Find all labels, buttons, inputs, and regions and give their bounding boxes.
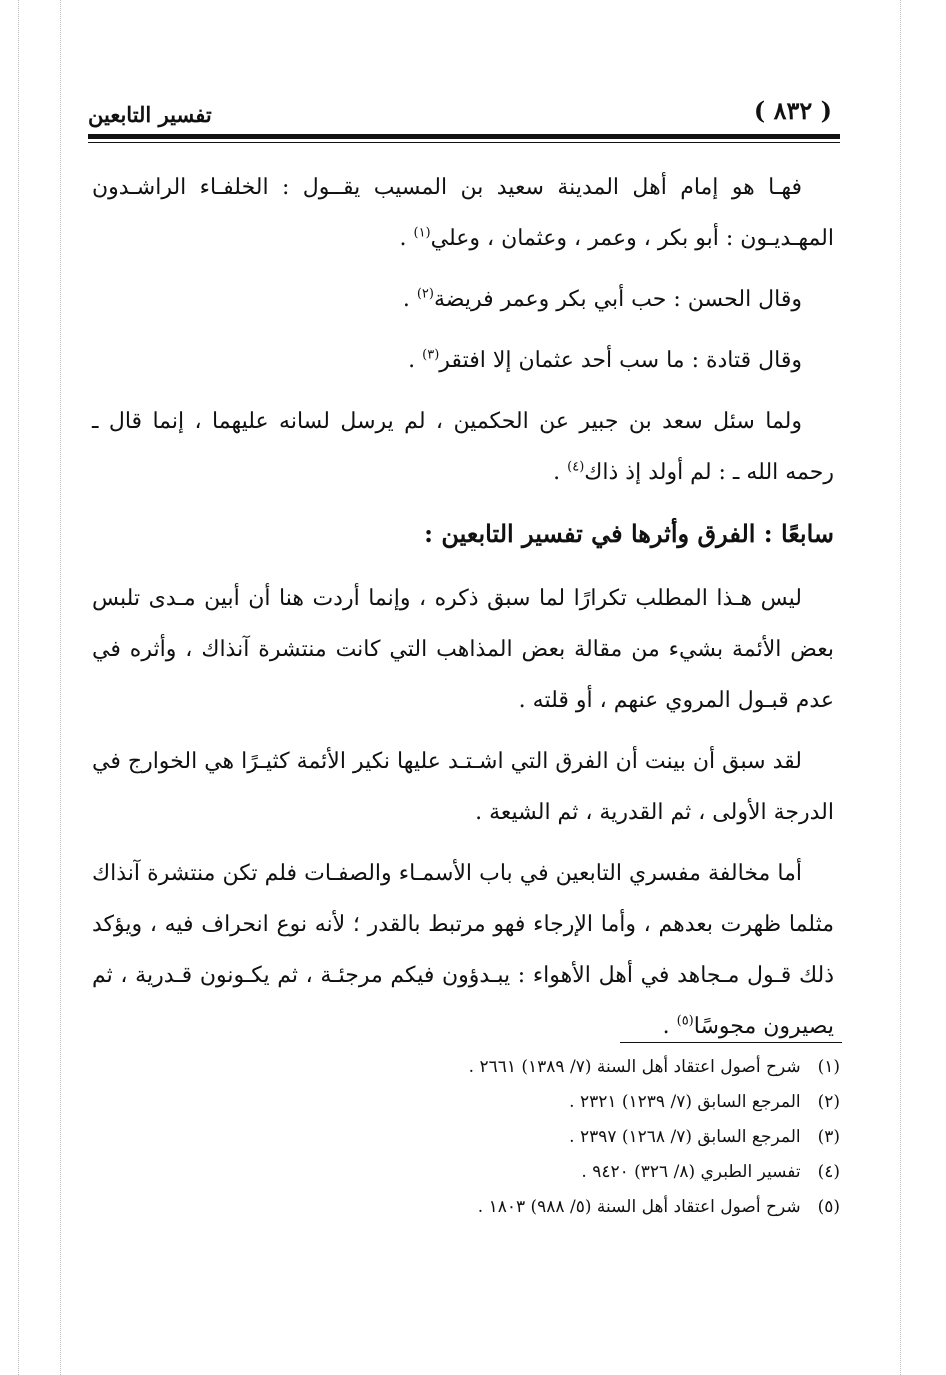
page-header: [88, 96, 836, 132]
footnote: (٥) شرح أصول اعتقاد أهل السنة (٥/ ٩٨٨) ١٨٠٣ .: [260, 1190, 840, 1225]
paragraph: أما مخالفة مفسري التابعين في باب الأسمـاء والصفـات فلم تكن منتشرة آنذاك مثلما ظهرت بعدهم ، وأما الإرجاء فهو مرتبط بالقدر ؛ لأنه نوع انحراف فيه ، ويؤكد ذلك قـول مـجاهد في أهل الأهواء : يبـدؤون فيكم مرجئـة ، ثم يكـونون قـدرية ، ثم يصيرون مجوسًا$^{(٥)}$ .: [92, 861, 834, 1039]
header-rule-thin: [88, 142, 840, 143]
footnote-number: (٢): [817, 1092, 840, 1112]
paragraph: ولما سئل سعد بن جبير عن الحكمين ، لم يرسل لسانه عليهما ، إنما قال ـ رحمه الله ـ : لم أولد إذ ذاك$^{(٤)}$ .: [92, 409, 834, 485]
paragraph: فهـا هو إمام أهل المدينة سعيد بن المسيب يقــول : الخلفـاء الراشـدون المهـديـون : أبو بكر ، وعمر ، وعثمان ، وعلي$^{(١)}$ .: [92, 175, 834, 251]
footnote-ref: (٤): [567, 459, 585, 475]
paragraph: ليس هـذا المطلب تكرارًا لما سبق ذكره ، وإنما أردت هنا أن أبين مـدى تلبس بعض الأئمة بشيء من مقالة بعض المذاهب التي كانت منتشرة آنذاك ، وأثره في عدم قبـول المروي عنهم ، أو قلته .: [92, 586, 834, 713]
scan-edge-left-inner: [60, 0, 61, 1375]
scan-edge-right: [900, 0, 901, 1375]
paragraph: وقال قتادة : ما سب أحد عثمان إلا افتقر$^{(٣)}$ .: [408, 347, 802, 373]
section-heading: سابعًا : الفرق وأثرها في تفسير التابعين :: [424, 519, 834, 548]
footnote-ref: (٣): [422, 347, 440, 363]
footnote-number: (١): [817, 1057, 840, 1077]
header-rule-thick: [88, 134, 840, 139]
page-number: ( ٨٣٢ ): [753, 96, 832, 125]
paragraph: لقد سبق أن بينت أن الفرق التي اشـتـد عليها نكير الأئمة كثيـرًا هي الخوارج في الدرجة الأولى ، ثم القدرية ، ثم الشيعة .: [92, 749, 834, 825]
footnote-ref: (٢): [416, 286, 434, 302]
footnote-number: (٤): [817, 1162, 840, 1182]
footnote: (١) شرح أصول اعتقاد أهل السنة (٧/ ١٣٨٩) ٢٦٦١ .: [260, 1050, 840, 1085]
body-text: [92, 162, 834, 1062]
footnote-ref: (٥): [676, 1013, 694, 1029]
footnote-number: (٥): [817, 1197, 840, 1217]
footnote-ref: (١): [413, 225, 431, 241]
scan-edge-left: [18, 0, 19, 1375]
footnotes: [260, 1050, 840, 1225]
footnote-number: (٣): [817, 1127, 840, 1147]
footnote: (٤) تفسير الطبري (٨/ ٣٢٦) ٩٤٢٠ .: [260, 1155, 840, 1190]
footnote: (٣) المرجع السابق (٧/ ١٢٦٨) ٢٣٩٧ .: [260, 1120, 840, 1155]
paragraph: وقال الحسن : حب أبي بكر وعمر فريضة$^{(٢)}$ .: [402, 286, 802, 312]
footnote: (٢) المرجع السابق (٧/ ١٢٣٩) ٢٣٢١ .: [260, 1085, 840, 1120]
running-title: تفسير التابعين: [88, 102, 212, 127]
footnote-separator: [620, 1042, 842, 1043]
